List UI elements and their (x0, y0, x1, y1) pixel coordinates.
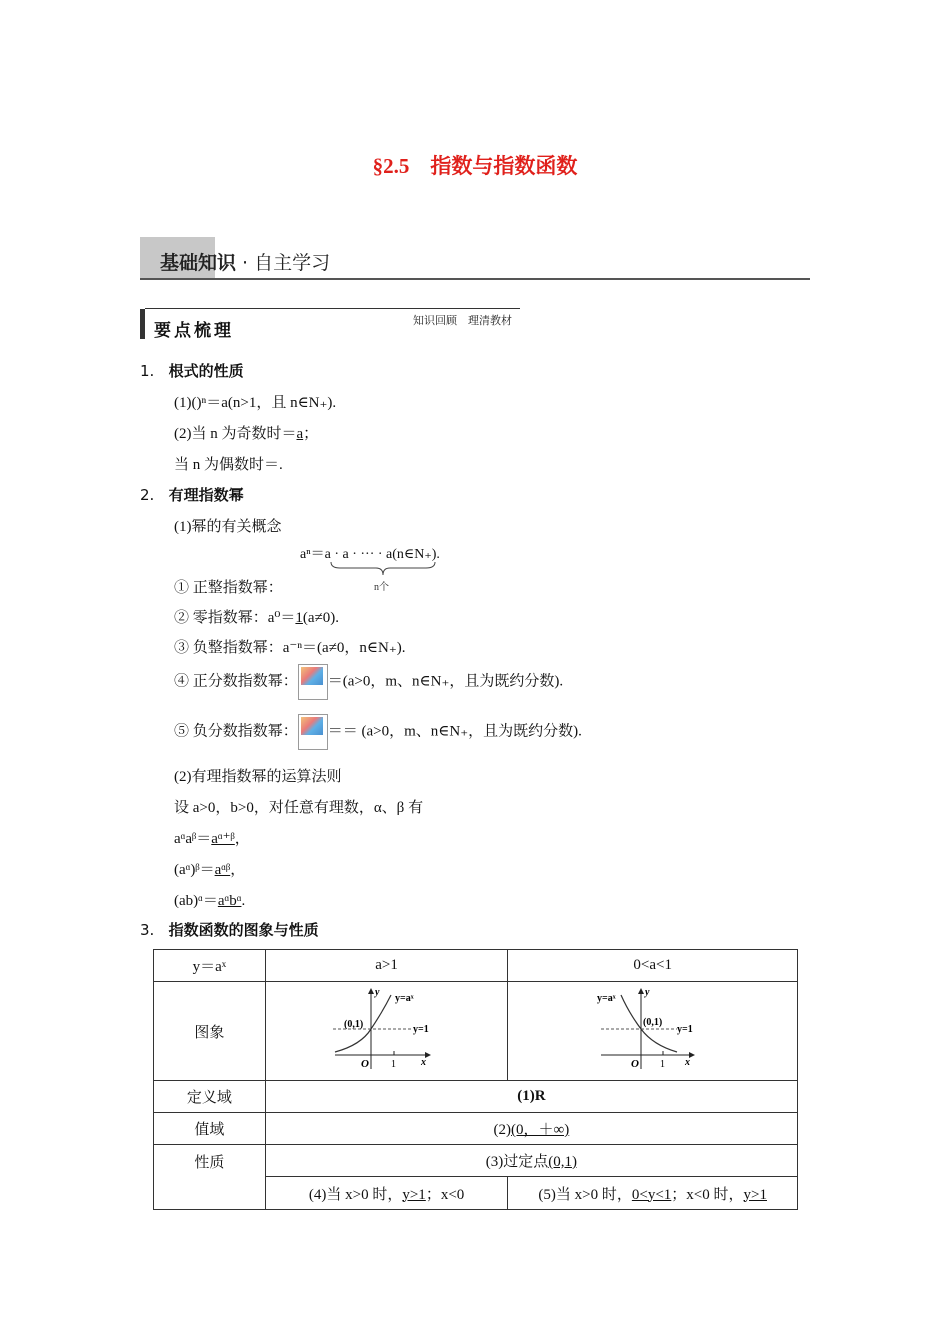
table-row (154, 1113, 798, 1145)
section-number: 3. (140, 921, 155, 939)
positive-fractional-power (174, 664, 563, 700)
text: ② 零指数幂：a⁰＝ (174, 610, 296, 626)
graph-point-label: (0,1) (343, 1018, 363, 1030)
text: ⑤ 负分数指数幂： (174, 723, 298, 740)
section-number: 1. (140, 362, 155, 380)
table-header-cell: a>1 (265, 950, 508, 982)
negative-fractional-power (174, 714, 582, 750)
text: . (241, 893, 246, 909)
graph-decreasing (597, 985, 709, 1073)
operation-rules-condition: 设 a>0，b>0，对任意有理数，α、β 有 (174, 800, 424, 816)
text: ； (303, 426, 319, 442)
section-heading: 指数函数的图象与性质 (168, 921, 319, 939)
graph-line-label: y=1 (676, 1023, 693, 1035)
range-cell (265, 1113, 797, 1145)
banner-bold: 基础知识 (160, 252, 237, 274)
table-row-label: 图象 (154, 982, 266, 1081)
text: (a≠0). (302, 610, 340, 626)
answer: y>1 (402, 1186, 426, 1203)
graph-origin-label: O (630, 1057, 639, 1070)
brace-label: n个 (374, 582, 389, 593)
table-row-label: 定义域 (154, 1081, 266, 1113)
text: ＝(a>0，m、n∈N₊，且为既约分数). (327, 673, 564, 690)
text: (5)当 x>0 时， (538, 1186, 632, 1203)
power-formula: aⁿ＝a · a · ··· · a(n∈N₊). (300, 547, 440, 562)
graph-one-label: 1 (659, 1058, 665, 1070)
table-row (154, 982, 798, 1081)
rule-2 (174, 858, 245, 879)
table-row (154, 1145, 798, 1177)
section-heading: 有理指数幂 (168, 486, 244, 504)
section-3-heading (140, 919, 319, 940)
positive-integer-power: ① 正整指数幂： (174, 580, 283, 596)
exponential-properties-table (153, 949, 798, 1210)
property-5-cell (508, 1177, 798, 1210)
subsection-tagline: 知识回顾 理清教材 (413, 315, 512, 327)
graph-y-label: y (644, 986, 650, 998)
graph-origin-label: O (360, 1057, 369, 1070)
section-2-heading (140, 484, 244, 505)
fixed-point-cell (265, 1145, 797, 1177)
text: (3)过定点 (485, 1154, 549, 1170)
answer: a (296, 426, 304, 442)
text: ＝＝ (a>0，m、n∈N₊，且为既约分数). (327, 723, 582, 740)
text: (2)当 n 为奇数时＝ (174, 426, 297, 442)
rule-1 (174, 827, 250, 848)
missing-image-icon (298, 664, 328, 700)
banner-separator: · (236, 252, 255, 274)
graph-y-label: y (374, 986, 380, 998)
operation-rules-heading: (2)有理指数幂的运算法则 (174, 769, 342, 785)
section-heading: 根式的性质 (168, 362, 244, 380)
graph-cell-decreasing (508, 982, 798, 1081)
missing-image-icon (298, 714, 328, 750)
answer: aᵅ⁺ᵝ (211, 831, 235, 847)
table-row (154, 1081, 798, 1113)
text: ；x<0 (425, 1186, 465, 1203)
section-1-heading (140, 360, 244, 381)
text: ；x<0 时， (671, 1186, 744, 1203)
property-4-cell (265, 1177, 508, 1210)
text: ④ 正分数指数幂： (174, 673, 298, 690)
section-banner (160, 248, 330, 275)
text: (2) (493, 1122, 512, 1138)
graph-curve-label: y=aˣ (596, 992, 616, 1004)
graph-increasing (331, 985, 443, 1073)
radical-property-1: (1)()ⁿ＝a(n>1，且 n∈N₊). (174, 395, 337, 411)
text: ， (230, 862, 246, 878)
section-number: 2. (140, 486, 155, 504)
text: (aᵅ)ᵝ＝ (174, 862, 215, 878)
table-header-cell: 0<a<1 (508, 950, 798, 982)
graph-cell-increasing (265, 982, 508, 1081)
answer: 1 (295, 610, 303, 626)
text: aᵅaᵝ＝ (174, 831, 212, 847)
domain-cell (265, 1081, 797, 1113)
text: (ab)ᵅ＝ (174, 893, 218, 909)
table-row-label: 性质 (154, 1145, 266, 1210)
text: (4)当 x>0 时， (308, 1186, 403, 1203)
answer: 0<y<1 (631, 1186, 672, 1203)
table-header-cell: y＝aˣ (154, 950, 266, 982)
banner-thin: 自主学习 (254, 252, 331, 274)
graph-x-label: x (684, 1056, 690, 1068)
answer: (0,1) (548, 1154, 577, 1170)
answer: aᵅbᵅ (217, 893, 242, 909)
page-title: §2.5 指数与指数函数 (372, 154, 578, 178)
graph-x-label: x (420, 1056, 426, 1068)
radical-property-2 (174, 422, 318, 443)
domain-value: (1)R (517, 1088, 546, 1104)
answer: aᵅᵝ (214, 862, 231, 878)
graph-curve-label: y=aˣ (394, 992, 414, 1004)
graph-one-label: 1 (390, 1058, 396, 1070)
answer: y>1 (743, 1186, 767, 1203)
table-row (154, 950, 798, 982)
answer: (0，＋∞) (511, 1122, 570, 1138)
zero-power (174, 606, 339, 627)
graph-point-label: (0,1) (642, 1016, 662, 1028)
subsection-bar (140, 309, 145, 339)
subsection-rule (145, 308, 520, 309)
power-concepts: (1)幂的有关概念 (174, 519, 282, 535)
text: ， (234, 831, 250, 847)
subsection-title: 要点梳理 (154, 321, 234, 341)
banner-divider (140, 278, 810, 280)
rule-3 (174, 889, 245, 910)
graph-line-label: y=1 (412, 1023, 429, 1035)
table-row-label: 值域 (154, 1113, 266, 1145)
negative-integer-power: ③ 负整指数幂：a⁻ⁿ＝(a≠0，n∈N₊). (174, 640, 406, 656)
radical-property-3: 当 n 为偶数时＝. (174, 457, 283, 473)
